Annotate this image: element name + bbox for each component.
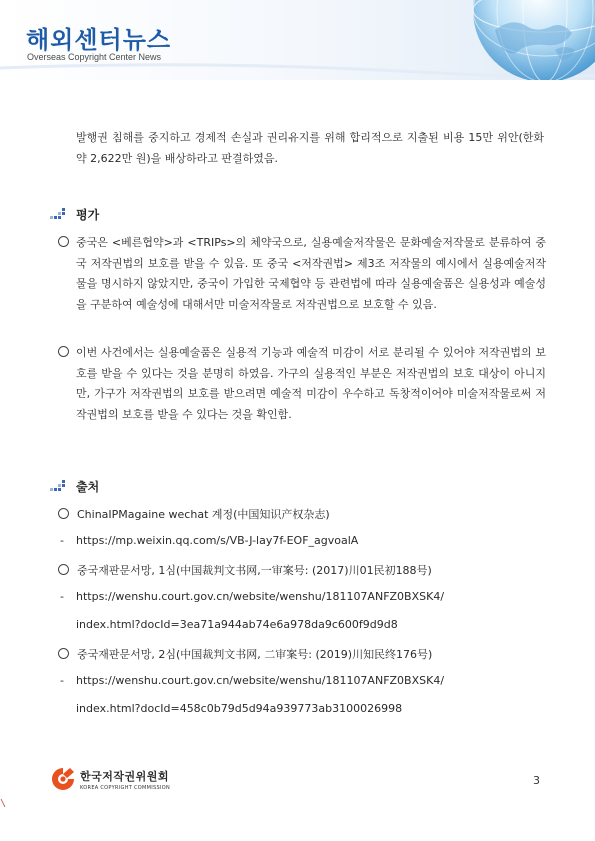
source-link[interactable]	[60, 590, 444, 603]
section-title: 출처	[76, 479, 100, 494]
section-heading-evaluation	[50, 205, 99, 223]
corner-mark	[0, 798, 6, 808]
page-header	[0, 0, 595, 80]
source-url[interactable]: https://mp.weixin.qq.com/s/VB-J-lay7f-EOF_agvoalA	[76, 534, 359, 547]
evaluation-text: 중국은 <베른협약>과 <TRIPs>의 체약국으로, 실용예술저작물은 문화예술저작물로 분류하여 중국 저작권법의 보호를 받을 수 있음. 또 중국 <저작권법> 제3조 저작물의 예시에서 실용예술저작물을 명시하지 않았지만, 중국이 가입한 국제협약 등 관련법에 따라 실용예술품은 실용성과 예술성을 구분하여 예술성에 대해서만 미술저작물로 저작권법으로 보호할 수 있음.	[76, 236, 546, 311]
page-number: 3	[533, 774, 540, 787]
source-text: 중국재판문서망, 2심(中国裁判文书网, 二审案号: (2019)川知民终176号)	[77, 648, 433, 661]
intro-paragraph: 발행권 침해를 중지하고 경제적 손실과 권리유지를 위해 합리적으로 지출된 비용 15만 위안(한화 약 2,622만 원)을 배상하라고 판결하였음.	[76, 131, 544, 165]
kcc-logo-icon	[50, 766, 76, 792]
source-item	[58, 562, 432, 578]
org-name-english: KOREA COPYRIGHT COMMISSION	[80, 784, 171, 791]
evaluation-text: 이번 사건에서는 실용예술품은 실용적 기능과 예술적 미감이 서로 분리될 수 있어야 저작권법의 보호를 받을 수 있다는 것을 분명히 하였음. 가구의 실용적인 부분은 저작권법의 보호 대상이 아니지만, 가구가 저작권법의 보호를 받으려면 예술적 미감이 우수하고 독창적이어야 미술저작물로써 저작권법의 보호를 받을 수 있다는 것을 확인함.	[76, 346, 546, 421]
dash-marker: -	[60, 590, 64, 603]
circle-bullet-icon	[58, 346, 69, 357]
dash-marker: -	[60, 674, 64, 687]
section-title: 평가	[76, 207, 100, 222]
section-bullet-icon	[50, 208, 68, 220]
source-url[interactable]: index.html?docId=458c0b79d5d94a939773ab3100026998	[76, 702, 403, 715]
footer-logo	[50, 766, 170, 792]
circle-bullet-icon	[58, 236, 69, 247]
newsletter-title: 해외센터뉴스	[26, 26, 172, 54]
source-text: 중국재판문서망, 1심(中国裁判文书网,一审案号: (2017)川01民初188号)	[77, 564, 432, 577]
org-name-korean: 한국저작권위원회	[80, 769, 170, 783]
source-link[interactable]	[60, 534, 358, 547]
circle-bullet-icon	[58, 508, 69, 519]
newsletter-subtitle: Overseas Copyright Center News	[27, 52, 162, 62]
source-url[interactable]: https://wenshu.court.gov.cn/website/wenshu/181107ANFZ0BXSK4/	[76, 590, 445, 603]
source-text: ChinaIPMagaine wechat 계정(中国知识产权杂志)	[77, 508, 330, 521]
source-item	[58, 646, 432, 662]
source-item	[58, 506, 330, 522]
source-link-continued[interactable]	[76, 618, 398, 631]
source-link[interactable]	[60, 674, 444, 687]
globe-icon	[395, 0, 595, 80]
source-link-continued[interactable]	[76, 702, 402, 715]
source-url[interactable]: https://wenshu.court.gov.cn/website/wenshu/181107ANFZ0BXSK4/	[76, 674, 445, 687]
section-heading-sources	[50, 477, 99, 495]
circle-bullet-icon	[58, 564, 69, 575]
dash-marker: -	[60, 534, 64, 547]
section-bullet-icon	[50, 480, 68, 492]
circle-bullet-icon	[58, 648, 69, 659]
source-url[interactable]: index.html?docId=3ea71a944ab74e6a978da9c600f9d9d8	[76, 618, 398, 631]
